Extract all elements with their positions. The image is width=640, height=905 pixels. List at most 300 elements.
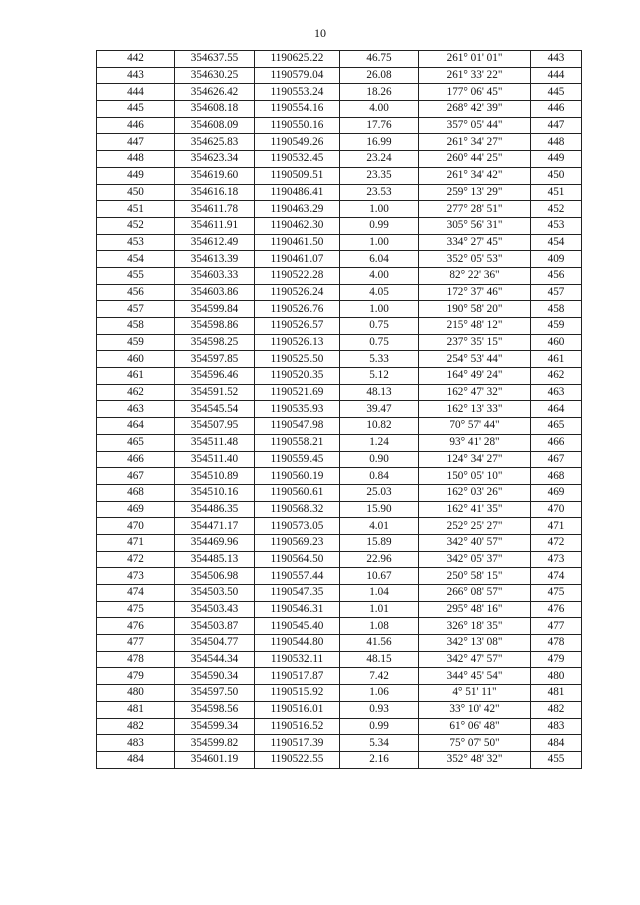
distance-cell: 48.15	[340, 651, 419, 668]
point-number-cell: 464	[97, 418, 175, 435]
next-point-cell: 447	[531, 117, 582, 134]
x-coordinate-cell: 354598.56	[175, 701, 255, 718]
x-coordinate-cell: 354597.85	[175, 351, 255, 368]
point-number-cell: 462	[97, 384, 175, 401]
distance-cell: 0.93	[340, 701, 419, 718]
distance-cell: 1.06	[340, 685, 419, 702]
table-row	[97, 418, 582, 435]
table-row	[97, 651, 582, 668]
next-point-cell: 468	[531, 468, 582, 485]
x-coordinate-cell: 354616.18	[175, 184, 255, 201]
distance-cell: 15.89	[340, 534, 419, 551]
x-coordinate-cell: 354598.25	[175, 334, 255, 351]
point-number-cell: 473	[97, 568, 175, 585]
table-row	[97, 284, 582, 301]
point-number-cell: 480	[97, 685, 175, 702]
point-number-cell: 443	[97, 67, 175, 84]
x-coordinate-cell: 354596.46	[175, 368, 255, 385]
table-row	[97, 318, 582, 335]
bearing-cell: 252° 25' 27"	[419, 518, 531, 535]
point-number-cell: 461	[97, 368, 175, 385]
x-coordinate-cell: 354545.54	[175, 401, 255, 418]
y-coordinate-cell: 1190532.45	[255, 151, 340, 168]
y-coordinate-cell: 1190522.55	[255, 751, 340, 768]
next-point-cell: 480	[531, 668, 582, 685]
x-coordinate-cell: 354599.34	[175, 718, 255, 735]
next-point-cell: 467	[531, 451, 582, 468]
distance-cell: 4.05	[340, 284, 419, 301]
point-number-cell: 471	[97, 534, 175, 551]
x-coordinate-cell: 354611.78	[175, 201, 255, 218]
table-row	[97, 568, 582, 585]
x-coordinate-cell: 354612.49	[175, 234, 255, 251]
next-point-cell: 477	[531, 618, 582, 635]
y-coordinate-cell: 1190526.76	[255, 301, 340, 318]
point-number-cell: 469	[97, 501, 175, 518]
y-coordinate-cell: 1190569.23	[255, 534, 340, 551]
point-number-cell: 478	[97, 651, 175, 668]
next-point-cell: 450	[531, 167, 582, 184]
table-row	[97, 751, 582, 768]
next-point-cell: 446	[531, 101, 582, 118]
next-point-cell: 463	[531, 384, 582, 401]
x-coordinate-cell: 354486.35	[175, 501, 255, 518]
table-row	[97, 384, 582, 401]
x-coordinate-cell: 354510.89	[175, 468, 255, 485]
table-row	[97, 267, 582, 284]
distance-cell: 4.00	[340, 101, 419, 118]
bearing-cell: 162° 13' 33"	[419, 401, 531, 418]
y-coordinate-cell: 1190545.40	[255, 618, 340, 635]
bearing-cell: 277° 28' 51"	[419, 201, 531, 218]
bearing-cell: 177° 06' 45"	[419, 84, 531, 101]
distance-cell: 1.00	[340, 234, 419, 251]
distance-cell: 16.99	[340, 134, 419, 151]
y-coordinate-cell: 1190461.07	[255, 251, 340, 268]
next-point-cell: 454	[531, 234, 582, 251]
next-point-cell: 478	[531, 635, 582, 652]
point-number-cell: 453	[97, 234, 175, 251]
y-coordinate-cell: 1190462.30	[255, 217, 340, 234]
next-point-cell: 457	[531, 284, 582, 301]
y-coordinate-cell: 1190463.29	[255, 201, 340, 218]
bearing-cell: 326° 18' 35"	[419, 618, 531, 635]
next-point-cell: 459	[531, 318, 582, 335]
point-number-cell: 448	[97, 151, 175, 168]
x-coordinate-cell: 354608.18	[175, 101, 255, 118]
y-coordinate-cell: 1190549.26	[255, 134, 340, 151]
bearing-cell: 162° 47' 32"	[419, 384, 531, 401]
point-number-cell: 479	[97, 668, 175, 685]
table-row	[97, 351, 582, 368]
bearing-cell: 352° 48' 32"	[419, 751, 531, 768]
distance-cell: 48.13	[340, 384, 419, 401]
bearing-cell: 93° 41' 28"	[419, 434, 531, 451]
distance-cell: 41.56	[340, 635, 419, 652]
table-row	[97, 67, 582, 84]
y-coordinate-cell: 1190526.57	[255, 318, 340, 335]
table-row	[97, 484, 582, 501]
table-row	[97, 117, 582, 134]
distance-cell: 1.00	[340, 301, 419, 318]
next-point-cell: 409	[531, 251, 582, 268]
distance-cell: 5.12	[340, 368, 419, 385]
distance-cell: 15.90	[340, 501, 419, 518]
y-coordinate-cell: 1190547.35	[255, 585, 340, 602]
y-coordinate-cell: 1190573.05	[255, 518, 340, 535]
y-coordinate-cell: 1190544.80	[255, 635, 340, 652]
table-row	[97, 534, 582, 551]
table-row	[97, 635, 582, 652]
next-point-cell: 461	[531, 351, 582, 368]
next-point-cell: 451	[531, 184, 582, 201]
table-row	[97, 134, 582, 151]
next-point-cell: 453	[531, 217, 582, 234]
bearing-cell: 190° 58' 20"	[419, 301, 531, 318]
point-number-cell: 463	[97, 401, 175, 418]
x-coordinate-cell: 354503.87	[175, 618, 255, 635]
next-point-cell: 484	[531, 735, 582, 752]
bearing-cell: 82° 22' 36"	[419, 267, 531, 284]
point-number-cell: 445	[97, 101, 175, 118]
y-coordinate-cell: 1190520.35	[255, 368, 340, 385]
bearing-cell: 261° 34' 27"	[419, 134, 531, 151]
bearing-cell: 124° 34' 27"	[419, 451, 531, 468]
y-coordinate-cell: 1190557.44	[255, 568, 340, 585]
table-row	[97, 585, 582, 602]
bearing-cell: 295° 48' 16"	[419, 601, 531, 618]
table-row	[97, 618, 582, 635]
point-number-cell: 468	[97, 484, 175, 501]
distance-cell: 22.96	[340, 551, 419, 568]
point-number-cell: 465	[97, 434, 175, 451]
distance-cell: 18.26	[340, 84, 419, 101]
x-coordinate-cell: 354623.34	[175, 151, 255, 168]
bearing-cell: 61° 06' 48"	[419, 718, 531, 735]
point-number-cell: 466	[97, 451, 175, 468]
point-number-cell: 460	[97, 351, 175, 368]
next-point-cell: 481	[531, 685, 582, 702]
y-coordinate-cell: 1190554.16	[255, 101, 340, 118]
next-point-cell: 482	[531, 701, 582, 718]
distance-cell: 1.04	[340, 585, 419, 602]
y-coordinate-cell: 1190560.19	[255, 468, 340, 485]
table-row	[97, 434, 582, 451]
y-coordinate-cell: 1190553.24	[255, 84, 340, 101]
y-coordinate-cell: 1190558.21	[255, 434, 340, 451]
x-coordinate-cell: 354485.13	[175, 551, 255, 568]
bearing-cell: 75° 07' 50"	[419, 735, 531, 752]
point-number-cell: 452	[97, 217, 175, 234]
table-row	[97, 368, 582, 385]
point-number-cell: 475	[97, 601, 175, 618]
distance-cell: 1.01	[340, 601, 419, 618]
y-coordinate-cell: 1190522.28	[255, 267, 340, 284]
bearing-cell: 261° 01' 01"	[419, 51, 531, 68]
bearing-cell: 305° 56' 31"	[419, 217, 531, 234]
page-number: 10	[314, 26, 326, 40]
table-row	[97, 451, 582, 468]
distance-cell: 0.99	[340, 718, 419, 735]
bearing-cell: 172° 37' 46"	[419, 284, 531, 301]
distance-cell: 26.08	[340, 67, 419, 84]
y-coordinate-cell: 1190526.13	[255, 334, 340, 351]
bearing-cell: 259° 13' 29"	[419, 184, 531, 201]
point-number-cell: 449	[97, 167, 175, 184]
bearing-cell: 254° 53' 44"	[419, 351, 531, 368]
y-coordinate-cell: 1190516.01	[255, 701, 340, 718]
next-point-cell: 470	[531, 501, 582, 518]
bearing-cell: 150° 05' 10"	[419, 468, 531, 485]
x-coordinate-cell: 354503.43	[175, 601, 255, 618]
next-point-cell: 443	[531, 51, 582, 68]
distance-cell: 2.16	[340, 751, 419, 768]
bearing-cell: 342° 05' 37"	[419, 551, 531, 568]
next-point-cell: 479	[531, 651, 582, 668]
y-coordinate-cell: 1190509.51	[255, 167, 340, 184]
point-number-cell: 454	[97, 251, 175, 268]
table-row	[97, 601, 582, 618]
point-number-cell: 474	[97, 585, 175, 602]
distance-cell: 5.34	[340, 735, 419, 752]
point-number-cell: 447	[97, 134, 175, 151]
table-row	[97, 735, 582, 752]
table-row	[97, 551, 582, 568]
y-coordinate-cell: 1190579.04	[255, 67, 340, 84]
coordinates-table-body	[97, 51, 582, 769]
distance-cell: 0.75	[340, 334, 419, 351]
point-number-cell: 444	[97, 84, 175, 101]
table-row	[97, 334, 582, 351]
bearing-cell: 334° 27' 45"	[419, 234, 531, 251]
distance-cell: 10.82	[340, 418, 419, 435]
y-coordinate-cell: 1190517.39	[255, 735, 340, 752]
x-coordinate-cell: 354608.09	[175, 117, 255, 134]
distance-cell: 0.99	[340, 217, 419, 234]
next-point-cell: 448	[531, 134, 582, 151]
distance-cell: 17.76	[340, 117, 419, 134]
x-coordinate-cell: 354590.34	[175, 668, 255, 685]
y-coordinate-cell: 1190560.61	[255, 484, 340, 501]
y-coordinate-cell: 1190568.32	[255, 501, 340, 518]
point-number-cell: 467	[97, 468, 175, 485]
table-row	[97, 501, 582, 518]
x-coordinate-cell: 354601.19	[175, 751, 255, 768]
distance-cell: 23.35	[340, 167, 419, 184]
table-row	[97, 167, 582, 184]
point-number-cell: 477	[97, 635, 175, 652]
point-number-cell: 446	[97, 117, 175, 134]
y-coordinate-cell: 1190486.41	[255, 184, 340, 201]
x-coordinate-cell: 354503.50	[175, 585, 255, 602]
x-coordinate-cell: 354511.48	[175, 434, 255, 451]
point-number-cell: 481	[97, 701, 175, 718]
y-coordinate-cell: 1190521.69	[255, 384, 340, 401]
point-number-cell: 442	[97, 51, 175, 68]
bearing-cell: 268° 42' 39"	[419, 101, 531, 118]
bearing-cell: 261° 33' 22"	[419, 67, 531, 84]
point-number-cell: 470	[97, 518, 175, 535]
bearing-cell: 344° 45' 54"	[419, 668, 531, 685]
distance-cell: 1.24	[340, 434, 419, 451]
x-coordinate-cell: 354469.96	[175, 534, 255, 551]
x-coordinate-cell: 354506.98	[175, 568, 255, 585]
table-row	[97, 101, 582, 118]
distance-cell: 0.84	[340, 468, 419, 485]
table-row	[97, 685, 582, 702]
bearing-cell: 162° 41' 35"	[419, 501, 531, 518]
table-row	[97, 401, 582, 418]
table-row	[97, 184, 582, 201]
coordinates-table	[96, 50, 582, 769]
y-coordinate-cell: 1190535.93	[255, 401, 340, 418]
y-coordinate-cell: 1190516.52	[255, 718, 340, 735]
y-coordinate-cell: 1190517.87	[255, 668, 340, 685]
next-point-cell: 458	[531, 301, 582, 318]
table-row	[97, 51, 582, 68]
point-number-cell: 482	[97, 718, 175, 735]
next-point-cell: 445	[531, 84, 582, 101]
x-coordinate-cell: 354598.86	[175, 318, 255, 335]
bearing-cell: 162° 03' 26"	[419, 484, 531, 501]
table-row	[97, 301, 582, 318]
next-point-cell: 465	[531, 418, 582, 435]
y-coordinate-cell: 1190525.50	[255, 351, 340, 368]
x-coordinate-cell: 354511.40	[175, 451, 255, 468]
distance-cell: 46.75	[340, 51, 419, 68]
x-coordinate-cell: 354603.86	[175, 284, 255, 301]
table-row	[97, 234, 582, 251]
bearing-cell: 352° 05' 53"	[419, 251, 531, 268]
distance-cell: 39.47	[340, 401, 419, 418]
distance-cell: 23.24	[340, 151, 419, 168]
bearing-cell: 342° 40' 57"	[419, 534, 531, 551]
bearing-cell: 342° 13' 08"	[419, 635, 531, 652]
next-point-cell: 456	[531, 267, 582, 284]
y-coordinate-cell: 1190564.50	[255, 551, 340, 568]
bearing-cell: 342° 47' 57"	[419, 651, 531, 668]
y-coordinate-cell: 1190526.24	[255, 284, 340, 301]
x-coordinate-cell: 354599.84	[175, 301, 255, 318]
next-point-cell: 473	[531, 551, 582, 568]
next-point-cell: 466	[531, 434, 582, 451]
distance-cell: 1.08	[340, 618, 419, 635]
bearing-cell: 261° 34' 42"	[419, 167, 531, 184]
table-row	[97, 718, 582, 735]
table-row	[97, 217, 582, 234]
distance-cell: 10.67	[340, 568, 419, 585]
table-row	[97, 518, 582, 535]
point-number-cell: 455	[97, 267, 175, 284]
x-coordinate-cell: 354630.25	[175, 67, 255, 84]
x-coordinate-cell: 354619.60	[175, 167, 255, 184]
table-row	[97, 201, 582, 218]
bearing-cell: 260° 44' 25"	[419, 151, 531, 168]
bearing-cell: 237° 35' 15"	[419, 334, 531, 351]
distance-cell: 0.90	[340, 451, 419, 468]
point-number-cell: 483	[97, 735, 175, 752]
table-row	[97, 468, 582, 485]
x-coordinate-cell: 354625.83	[175, 134, 255, 151]
x-coordinate-cell: 354597.50	[175, 685, 255, 702]
next-point-cell: 452	[531, 201, 582, 218]
point-number-cell: 458	[97, 318, 175, 335]
distance-cell: 23.53	[340, 184, 419, 201]
distance-cell: 1.00	[340, 201, 419, 218]
point-number-cell: 456	[97, 284, 175, 301]
x-coordinate-cell: 354603.33	[175, 267, 255, 284]
x-coordinate-cell: 354637.55	[175, 51, 255, 68]
next-point-cell: 462	[531, 368, 582, 385]
x-coordinate-cell: 354510.16	[175, 484, 255, 501]
next-point-cell: 474	[531, 568, 582, 585]
y-coordinate-cell: 1190550.16	[255, 117, 340, 134]
point-number-cell: 484	[97, 751, 175, 768]
table-row	[97, 701, 582, 718]
distance-cell: 4.00	[340, 267, 419, 284]
y-coordinate-cell: 1190515.92	[255, 685, 340, 702]
y-coordinate-cell: 1190625.22	[255, 51, 340, 68]
next-point-cell: 472	[531, 534, 582, 551]
next-point-cell: 483	[531, 718, 582, 735]
next-point-cell: 455	[531, 751, 582, 768]
next-point-cell: 464	[531, 401, 582, 418]
y-coordinate-cell: 1190461.50	[255, 234, 340, 251]
x-coordinate-cell: 354599.82	[175, 735, 255, 752]
bearing-cell: 70° 57' 44"	[419, 418, 531, 435]
bearing-cell: 4° 51' 11"	[419, 685, 531, 702]
x-coordinate-cell: 354613.39	[175, 251, 255, 268]
point-number-cell: 459	[97, 334, 175, 351]
x-coordinate-cell: 354544.34	[175, 651, 255, 668]
bearing-cell: 215° 48' 12"	[419, 318, 531, 335]
point-number-cell: 472	[97, 551, 175, 568]
next-point-cell: 475	[531, 585, 582, 602]
bearing-cell: 33° 10' 42"	[419, 701, 531, 718]
table-row	[97, 668, 582, 685]
y-coordinate-cell: 1190546.31	[255, 601, 340, 618]
y-coordinate-cell: 1190547.98	[255, 418, 340, 435]
distance-cell: 7.42	[340, 668, 419, 685]
table-row	[97, 151, 582, 168]
point-number-cell: 457	[97, 301, 175, 318]
bearing-cell: 250° 58' 15"	[419, 568, 531, 585]
x-coordinate-cell: 354611.91	[175, 217, 255, 234]
table-row	[97, 84, 582, 101]
x-coordinate-cell: 354591.52	[175, 384, 255, 401]
x-coordinate-cell: 354471.17	[175, 518, 255, 535]
x-coordinate-cell: 354507.95	[175, 418, 255, 435]
next-point-cell: 476	[531, 601, 582, 618]
distance-cell: 4.01	[340, 518, 419, 535]
table-row	[97, 251, 582, 268]
bearing-cell: 266° 08' 57"	[419, 585, 531, 602]
x-coordinate-cell: 354504.77	[175, 635, 255, 652]
next-point-cell: 471	[531, 518, 582, 535]
bearing-cell: 164° 49' 24"	[419, 368, 531, 385]
point-number-cell: 476	[97, 618, 175, 635]
distance-cell: 5.33	[340, 351, 419, 368]
next-point-cell: 460	[531, 334, 582, 351]
next-point-cell: 449	[531, 151, 582, 168]
next-point-cell: 444	[531, 67, 582, 84]
x-coordinate-cell: 354626.42	[175, 84, 255, 101]
y-coordinate-cell: 1190559.45	[255, 451, 340, 468]
distance-cell: 0.75	[340, 318, 419, 335]
distance-cell: 6.04	[340, 251, 419, 268]
bearing-cell: 357° 05' 44"	[419, 117, 531, 134]
distance-cell: 25.03	[340, 484, 419, 501]
